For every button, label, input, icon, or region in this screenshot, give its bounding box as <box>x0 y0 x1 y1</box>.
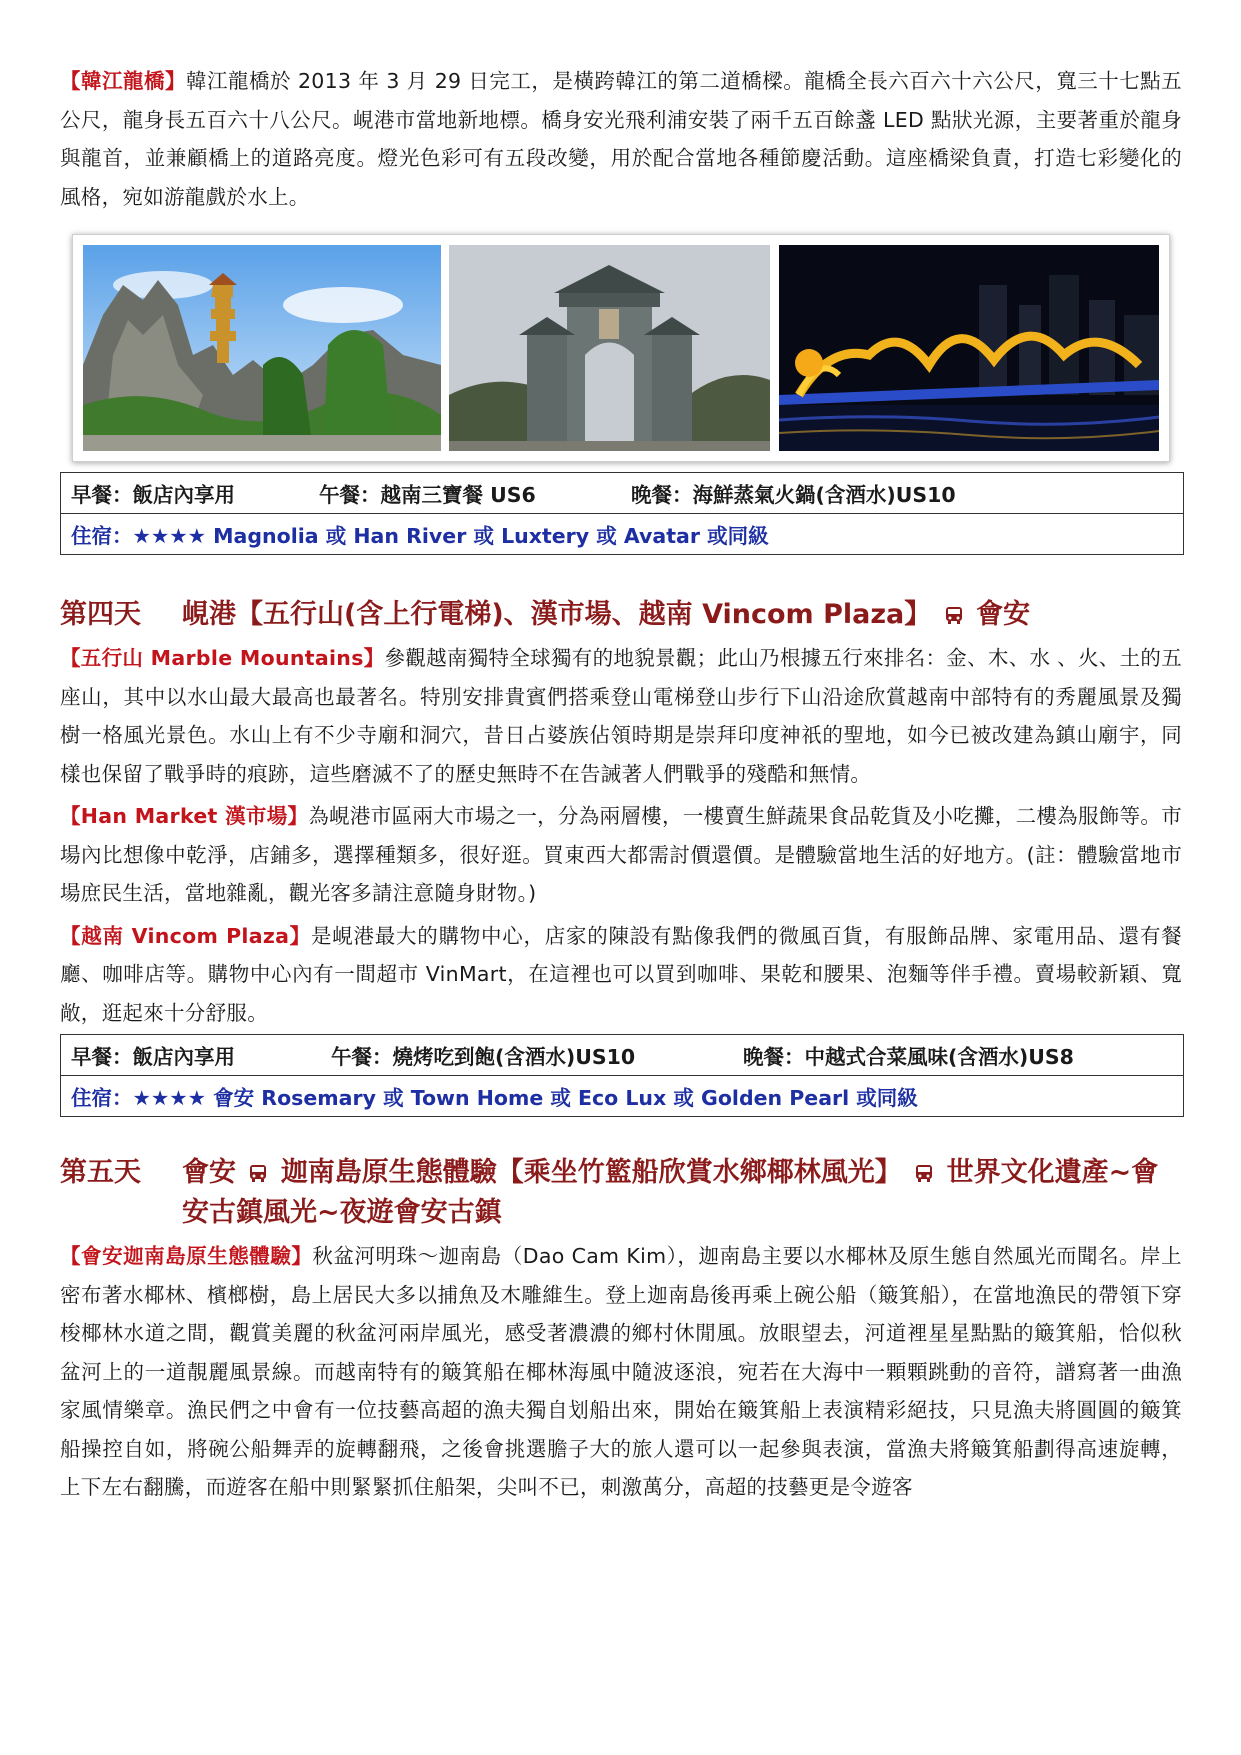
day5-title-main: 迦南島原生態體驗【乘坐竹籃船欣賞水鄉椰林風光】 <box>280 1157 902 1188</box>
dragon-bridge-paragraph <box>60 62 1182 216</box>
cam-kim-text: 秋盆河明珠～迦南島（Dao Cam Kim），迦南島主要以水椰林及原生態自然風光而聞名。岸上密布著水椰林、檳榔樹，島上居民大多以捕魚及木雕維生。登上迦南島後再乘上碗公船（簸箕船），在當地漁民的帶領下穿梭椰林水道之間，觀賞美麗的秋盆河兩岸風光，感受著濃濃的鄉村休閒風。放眼望去，河道裡星星點點的簸箕船，恰似秋盆河上的一道靚麗風景線。而越南特有的簸箕船在椰林海風中隨波逐浪，宛若在大海中一顆顆跳動的音符，譜寫著一曲漁家風情樂章。漁民們之中會有一位技藝高超的漁夫獨自划船出來，開始在簸箕船上表演精彩絕技，只見漁夫將圓圓的簸箕船操控自如，將碗公船舞弄的旋轉翻飛，之後會挑選膽子大的旅人還可以一起參與表演，當漁夫將簸箕船劃得高速旋轉，上下左右翻騰，而遊客在船中則緊緊抓住船架，尖叫不已，刺激萬分，高超的技藝更是令遊客 <box>60 1244 1182 1499</box>
day5-title <box>60 1153 1182 1233</box>
day3-dinner: 晚餐：海鮮蒸氣火鍋(含酒水)US10 <box>631 483 956 507</box>
day4-meals-table <box>60 1034 1184 1117</box>
bus-icon <box>944 605 964 625</box>
day4-title-main: 峴港【五行山(含上行電梯)、漢市場、越南 Vincom Plaza】 <box>182 599 932 630</box>
dragon-bridge-tag: 【韓江龍橋】 <box>60 69 186 93</box>
dragon-bridge-photo <box>779 245 1159 451</box>
cam-kim-tag: 【會安迦南島原生態體驗】 <box>60 1244 313 1268</box>
day4-hotel-row <box>61 1075 1183 1116</box>
day4-title <box>60 595 1182 635</box>
vincom-paragraph <box>60 917 1182 1033</box>
day4-meals-row <box>61 1035 1183 1075</box>
marble-mountains-paragraph <box>60 639 1182 793</box>
photo-strip <box>72 234 1170 462</box>
day5-section <box>60 1153 1182 1507</box>
marble-mountains-tag: 【五行山 Marble Mountains】 <box>60 646 385 670</box>
day3-breakfast: 早餐：飯店內享用 <box>71 483 235 507</box>
day4-lunch: 午餐：燒烤吃到飽(含酒水)US10 <box>331 1045 636 1069</box>
day5-title-end: 世界文化遺產~會安古鎮風光~夜遊會安古鎮 <box>182 1157 1159 1228</box>
itinerary-page <box>60 62 1182 1507</box>
cam-kim-paragraph <box>60 1237 1182 1507</box>
han-market-tag: 【Han Market 漢市場】 <box>60 804 309 828</box>
day3-hotel-row <box>61 513 1183 554</box>
han-market-text: 為峴港市區兩大市場之一，分為兩層樓，一樓賣生鮮蔬果食品乾貨及小吃攤，二樓為服飾等。市場內比想像中乾淨，店鋪多，選擇種類多，很好逛。買東西大都需討價還價。是體驗當地生活的好地方。(註：體驗當地市場庶民生活，當地雜亂，觀光客多請注意隨身財物。) <box>60 804 1182 905</box>
day4-hotel: 住宿：★★★★ 會安 Rosemary 或 Town Home 或 Eco Lux 或 Golden Pearl 或同級 <box>71 1086 918 1110</box>
day4-dinner: 晚餐：中越式合菜風味(含酒水)US8 <box>743 1045 1074 1069</box>
day5-label: 第五天 <box>60 1157 141 1188</box>
bus-icon <box>248 1163 268 1183</box>
bus-icon <box>914 1163 934 1183</box>
marble-mountains-text: 參觀越南獨特全球獨有的地貌景觀；此山乃根據五行來排名：金、木、水 、火、土的五座山，其中以水山最大最高也最著名。特別安排貴賓們搭乘登山電梯登山步行下山沿途欣賞越南中部特有的秀麗風景及獨樹一格風光景色。水山上有不少寺廟和洞穴，昔日占婆族佔領時期是崇拜印度神祇的聖地，如今已被改建為鎮山廟宇，同樣也保留了戰爭時的痕跡，這些磨滅不了的歷史無時不在告誡著人們戰爭的殘酷和無情。 <box>60 646 1183 786</box>
day3-hotel: 住宿：★★★★ Magnolia 或 Han River 或 Luxtery 或 Avatar 或同級 <box>71 524 769 548</box>
day3-lunch: 午餐：越南三寶餐 US6 <box>319 483 536 507</box>
vincom-text: 是峴港最大的購物中心，店家的陳設有點像我們的微風百貨，有服飾品牌、家電用品、還有餐廳、咖啡店等。購物中心內有一間超市 VinMart，在這裡也可以買到咖啡、果乾和腰果、泡麵等伴手禮。賣場較新穎、寬敞，逛起來十分舒服。 <box>60 923 1182 1025</box>
marble-mountains-photo <box>83 245 441 451</box>
han-market-paragraph <box>60 797 1182 913</box>
day4-label: 第四天 <box>60 599 141 630</box>
gate-photo <box>449 245 770 451</box>
day3-meals-row <box>61 473 1183 513</box>
dragon-bridge-text: 韓江龍橋於 2013 年 3 月 29 日完工，是橫跨韓江的第二道橋樑。龍橋全長六百六十六公尺，寬三十七點五公尺，龍身長五百六十八公尺。峴港市當地新地標。橋身安光飛利浦安裝了兩千五百餘盞 LED 點狀光源，主要著重於龍身與龍首，並兼顧橋上的道路亮度。燈光色彩可有五段改變，用於配合當地各種節慶活動。這座橋梁負責，打造七彩變化的風格，宛如游龍戲於水上。 <box>60 69 1182 209</box>
day3-meals-table <box>60 472 1184 555</box>
vincom-tag: 【越南 Vincom Plaza】 <box>60 923 311 948</box>
day4-breakfast: 早餐：飯店內享用 <box>71 1045 235 1069</box>
day4-title-dest: 會安 <box>976 599 1031 630</box>
day4-section <box>60 595 1182 1117</box>
day5-title-start: 會安 <box>182 1157 236 1188</box>
